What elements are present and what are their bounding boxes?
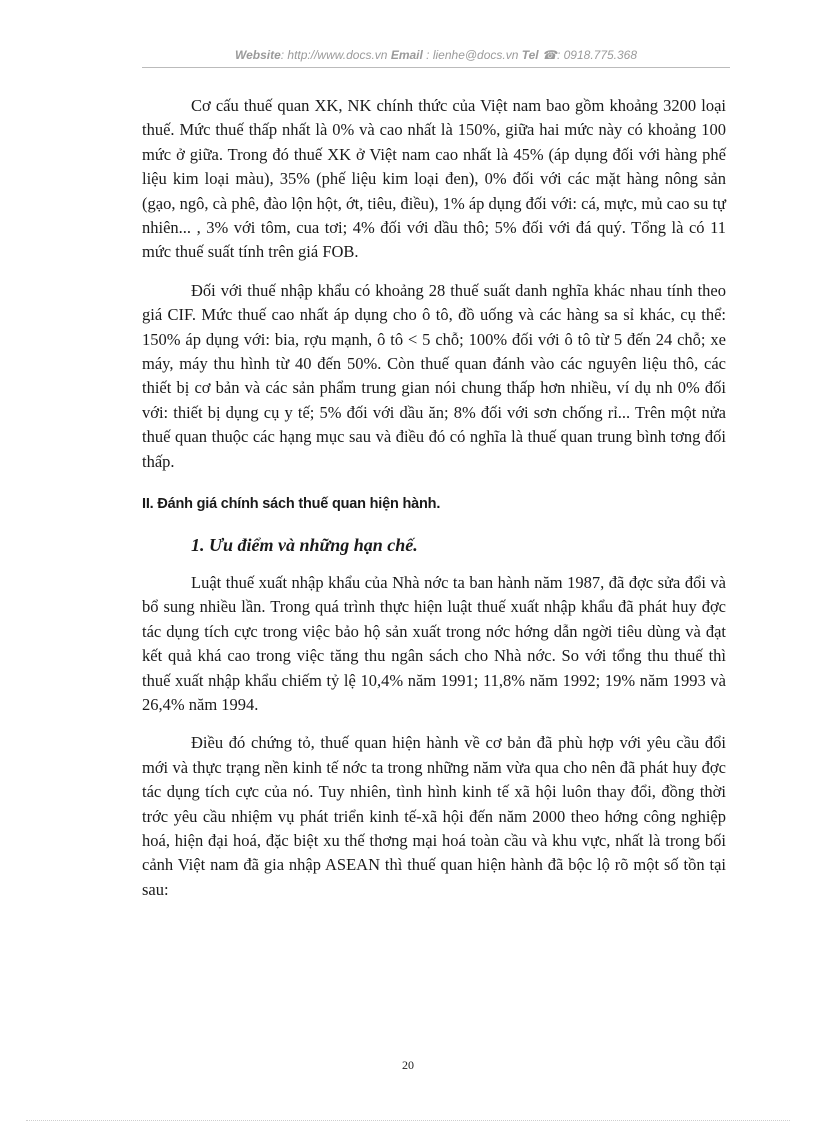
email-label: Email (390, 48, 423, 62)
page-header (142, 48, 730, 62)
phone-icon: ☎ (542, 48, 557, 62)
paragraph-conclusion: Điều đó chứng tỏ, thuế quan hiện hành về cơ bản đã phù hợp với yêu cầu đổi mới và thực trạng nền kinh tế nớc ta trong những năm vừa qua cho nên đã phát huy đợc tác dụng tích cực của nó. Tuy nhiên, tình hình kinh tế xã hội luôn thay đổi, đồng thời trớc yêu cầu nhiệm vụ phát triển kinh tế-xã hội đến năm 2000 theo hớng công nghiệp hoá, hiện đại hoá, đặc biệt xu thế thơng mại hoá toàn cầu và khu vực, nhất là trong bối cảnh Việt nam đã gia nhập ASEAN thì thuế quan hiện hành đã bộc lộ rõ một số tồn tại sau: (142, 733, 726, 899)
paragraph-tariff-structure: Cơ cấu thuế quan XK, NK chính thức của Việt nam bao gồm khoảng 3200 loại thuế. Mức thuế thấp nhất là 0% và cao nhất là 150%, giữa hai mức này có khoảng 100 mức ở giữa. Trong đó thuế XK ở Việt nam cao nhất là 45% (áp dụng đối với hàng phế liệu kim loại màu), 35% (phế liệu kim loại đen), 0% đối với các mặt hàng nông sản (gạo, ngô, cà phê, đào lộn hột, ớt, tiêu, điều), 1% áp dụng đối với: cá, mực, mủ cao su tự nhiên... , 3% với tôm, cua tơi; 4% đối với dầu thô; 5% đối với đá quý. Tổng là có 11 mức thuế suất tính trên giá FOB. (142, 96, 726, 262)
subsection-heading: 1. Ưu điểm và những hạn chế. (191, 534, 418, 555)
website-label: Website (234, 48, 281, 62)
page-number: 20 (402, 1058, 414, 1072)
section-heading: II. Đánh giá chính sách thuế quan hiện hành. (142, 496, 441, 513)
paragraph-tax-law: Luật thuế xuất nhập khẩu của Nhà nớc ta ban hành năm 1987, đã đợc sửa đổi và bổ sung nhiều lần. Trong quá trình thực hiện luật thuế xuất nhập khẩu đã phát huy đợc tác dụng tích cực trong việc bảo hộ sản xuất trong nớc hớng dẫn ngời tiêu dùng và đạt kết quả khá cao trong việc tăng thu ngân sách cho Nhà nớc. So với tổng thu thuế thì thuế xuất nhập khẩu chiếm tỷ lệ 10,4% năm 1991; 11,8% năm 1992; 19% năm 1993 và 26,4% năm 1994. (142, 572, 726, 714)
tel-label: Tel (521, 48, 539, 62)
page-bottom-border (26, 1120, 790, 1121)
paragraph-import-tax: Đối với thuế nhập khẩu có khoảng 28 thuế suất danh nghĩa khác nhau tính theo giá CIF. Mức thuế cao nhất áp dụng cho ô tô, đồ uống và các hàng sa sỉ khác, cụ thể: 150% áp dụng với: bia, rợu mạnh, ô tô < 5 chỗ; 100% đối với ô tô từ 5 đến 24 chỗ; xe máy, máy thu hình từ 40 đến 50%. Còn thuế quan đánh vào các nguyên liệu thô, các thiết bị cơ bản và các sản phẩm trung gian nói chung thấp hơn nhiều, ví dụ nh 0% đối với: thiết bị dụng cụ y tế; 5% đối với dầu ăn; 8% đối với sơn chống rỉ... Trên một nửa thuế quan thuộc các hạng mục sau và điều đó có nghĩa là thuế quan trung bình tơng đối thấp. (142, 280, 726, 471)
website-value: : http://www.docs.vn (280, 48, 388, 62)
header-rule (142, 67, 730, 68)
email-value: : lienhe@docs.vn (426, 48, 519, 62)
tel-value: : 0918.775.368 (556, 48, 638, 62)
document-body (142, 94, 726, 902)
